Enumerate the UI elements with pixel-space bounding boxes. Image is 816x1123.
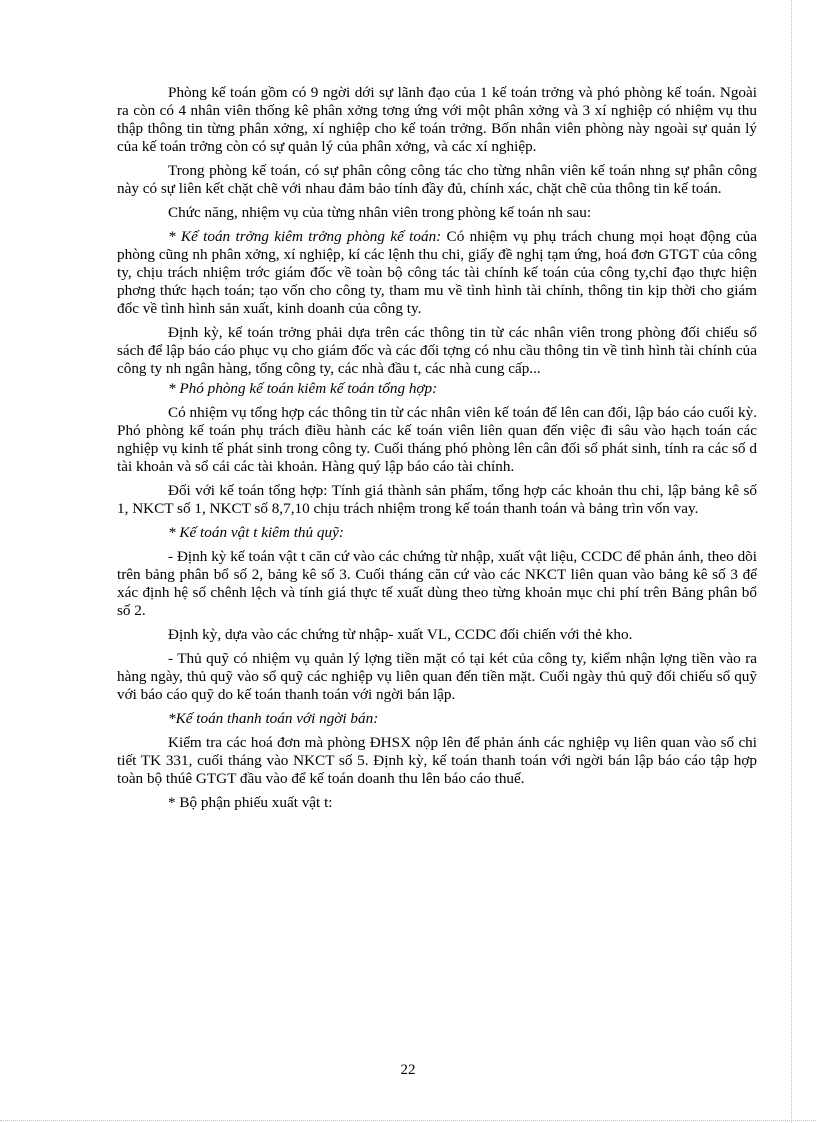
paragraph-with-lead: [117, 228, 757, 318]
section-heading: * Phó phòng kế toán kiêm kế toán tổng hợp:: [168, 380, 438, 397]
section-heading: * Kế toán vật t kiêm thủ quỹ:: [168, 524, 344, 541]
page-border-bottom: [0, 1120, 816, 1121]
paragraph: * Bộ phận phiếu xuất vật t:: [168, 794, 333, 811]
section-lead: * Kế toán trởng kiêm trởng phòng kế toán:: [168, 228, 442, 245]
paragraph: Trong phòng kế toán, có sự phân công công tác cho từng nhân viên kế toán nhng sự phân công này có sự liên kết chặt chẽ với nhau đảm bảo tính đầy đủ, chính xác, chặt chẽ của thông tin kế toán.: [117, 162, 757, 197]
paragraph: Định kỳ, kế toán trởng phải dựa trên các thông tin từ các nhân viên trong phòng đối chiếu sổ sách để lập báo cáo phục vụ cho giám đốc và các đối tợng có nhu cầu thông tin về tình hình tài chính của công ty nh ngân hàng, tổng công ty, các nhà đầu t, các nhà cung cấp...: [117, 324, 757, 377]
paragraph: Chức năng, nhiệm vụ của từng nhân viên trong phòng kế toán nh sau:: [168, 204, 592, 221]
paragraph: - Thủ quỹ có nhiệm vụ quản lý lợng tiền mặt có tại két của công ty, kiểm nhận lợng tiền vào ra hàng ngày, thủ quỹ vào sổ quỹ các nghiệp vụ liên quan đến tiền mặt. Cuối ngày thủ quỹ đối chiếu sổ quỹ với báo cáo quỹ do kế toán thanh toán với ngời bán lập.: [117, 650, 757, 703]
document-body: [117, 84, 757, 818]
paragraph-body: Có nhiệm vụ phụ trách chung mọi hoạt động của phòng cũng nh phân xởng, xí nghiệp, kí các lệnh thu chi, giấy đề nghị tạm ứng, hoá đơn GTGT của công ty, chịu trách nhiệm trớc giám đốc về toàn bộ công tác tài chính kế toán của công ty,chỉ đạo thực hiện phơng thức hạch toán; tạo vốn cho công ty, tham mu về tình hình tài chính, thông tin kịp thời cho giám đốc về tình hình sản xuất, kinh doanh của công ty.: [117, 228, 757, 317]
paragraph: Có nhiệm vụ tổng hợp các thông tin từ các nhân viên kế toán để lên can đối, lập báo cáo cuối kỳ. Phó phòng kế toán phụ trách điều hành các kế toán viên liên quan đến việc đi sâu vào hạch toán các nghiệp vụ kinh tế phát sinh trong công ty. Cuối tháng phó phòng lên cân đối số phát sinh, tính ra các số d tài khoản và sổ cái các tài khoản. Hàng quý lập báo cáo tài chính.: [117, 404, 757, 475]
paragraph: - Định kỳ kế toán vật t căn cứ vào các chứng từ nhập, xuất vật liệu, CCDC để phản ánh, theo dõi trên bảng phân bổ số 2, bảng kê số 3. Cuối tháng căn cứ vào các NKCT liên quan vào bảng kê số 3 để xác định hệ số chênh lệch và tính giá thực tế xuất dùng theo từng khoản mục chi phí trên Bảng phân bổ số 2.: [117, 548, 757, 619]
paragraph: Đối với kế toán tổng hợp: Tính giá thành sản phẩm, tổng hợp các khoản thu chi, lập bảng kê số 1, NKCT số 1, NKCT số 8,7,10 chịu trách nhiệm trong kế toán thanh toán và bảng trìn vốn vay.: [117, 482, 757, 517]
section-heading: *Kế toán thanh toán với ngời bán:: [168, 710, 379, 727]
paragraph: Phòng kế toán gồm có 9 ngời dới sự lãnh đạo của 1 kế toán trởng và phó phòng kế toán. Ngoài ra còn có 4 nhân viên thống kê phân xởng tơng ứng với một phân xởng và 3 xí nghiệp có nhiệm vụ thu thập thông tin từng phân xởng, xí nghiệp cho kế toán trởng. Bốn nhân viên phòng này ngoài sự quản lý của kế toán trởng còn có sự quản lý của phân xởng, và các xí nghiệp.: [117, 84, 757, 155]
page-number: 22: [400, 1062, 416, 1078]
paragraph: Định kỳ, dựa vào các chứng từ nhập- xuất VL, CCDC đối chiến với thẻ kho.: [168, 626, 633, 643]
paragraph: Kiểm tra các hoá đơn mà phòng ĐHSX nộp lên để phản ánh các nghiệp vụ liên quan vào sổ chi tiết TK 331, cuối tháng vào NKCT số 5. Định kỳ, kế toán thanh toán với ngời bán lập báo cáo tập hợp toàn bộ thúê GTGT đầu vào để kế toán doanh thu lên báo cáo thuế.: [117, 734, 757, 787]
page-border-right: [791, 0, 792, 1123]
